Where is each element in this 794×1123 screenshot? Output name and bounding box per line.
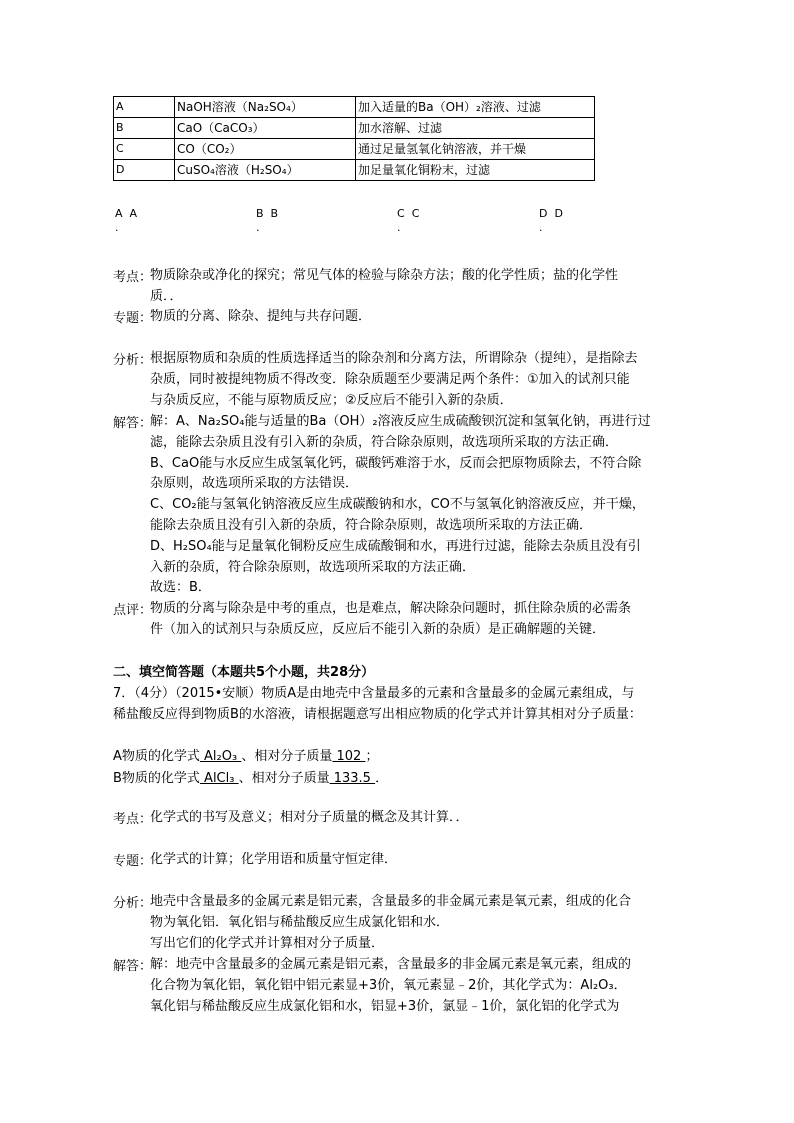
- q7-kaodian: 化学式的书写及意义；相对分子质量的概念及其计算．．: [150, 810, 469, 825]
- method-cell: 加足量氧化铜粉末，过滤: [356, 160, 595, 181]
- q6-fenxi-label: 分析：: [113, 353, 153, 368]
- q7-kaodian-label: 考点：: [113, 812, 153, 827]
- table-row: [114, 97, 595, 118]
- q7-jieda: 解：地壳中含量最多的金属元素是铝元素，含量最多的非金属元素是氧元素，组成的 化合物为氧化铝，氧化铝中铝元素显+3价，氧元素显﹣2价，其化学式为：Al₂O₃． 氧化铝与稀盐酸反应生成氯化铝和水，铝显+3价，氯显﹣1价，氯化铝的化学式为: [150, 957, 632, 1014]
- q6-fenxi: 根据原物质和杂质的性质选择适当的除杂剂和分离方法，所谓除杂（提纯），是指除去 杂质，同时被提纯物质不得改变．除杂质题至少要满足两个条件：①加入的试剂只能 与杂质反应，不能与原物质反应；②反应后不能引入新的杂质．: [150, 351, 638, 408]
- choice-c: C C .: [397, 207, 420, 234]
- q7-answer-b: B物质的化学式 AlCl₃ 、相对分子质量 133.5 ．: [113, 771, 389, 786]
- q6-dianping-label: 点评：: [113, 603, 153, 618]
- option-letter: B: [114, 118, 175, 139]
- q6-zhuanti: 物质的分离、除杂、提纯与共存问题．: [150, 309, 372, 324]
- q7-jieda-label: 解答：: [113, 959, 153, 974]
- q7-answer-a: A物质的化学式 Al₂O₃ 、相对分子质量 102 ；: [113, 749, 379, 764]
- q7-stem: 7．（4分）（2015•安顺）物质A是由地壳中含量最多的元素和含量最多的金属元素组成，与 稀盐酸反应得到物质B的水溶液，请根据题意写出相应物质的化学式并计算其相对分子质量：: [113, 686, 642, 722]
- table-row: [114, 139, 595, 160]
- q7-a-mass: 102: [332, 749, 366, 764]
- q7-zhuanti: 化学式的计算；化学用语和质量守恒定律．: [150, 852, 398, 867]
- q7-b-mass: 133.5: [329, 771, 376, 786]
- table-row: [114, 118, 595, 139]
- option-letter: D: [114, 160, 175, 181]
- table-row: [114, 160, 595, 181]
- q6-jieda: 解：A、Na₂SO₄能与适量的Ba（OH）₂溶液反应生成硫酸钡沉淀和氢氧化钠，再进行过 滤，能除去杂质且没有引入新的杂质，符合除杂原则，故选项所采取的方法正确． B、CaO能与水反应生成氢氧化钙，碳酸钙难溶于水，反而会把原物质除去，不符合除 杂原则，故选项所采取的方法错误． C、CO₂能与氢氧化钠溶液反应生成碳酸钠和水，CO不与氢氧化钠溶液反应，并干燥， 能除去杂质且没有引入新的杂质，符合除杂原则，故选项所采取的方法正确． D、H₂SO₄能与足量氧化铜粉反应生成硫酸铜和水，再进行过滤，能除去杂质且没有引 入新的杂质，符合除杂原则，故选项所采取的方法正确． 故选：B．: [150, 414, 651, 596]
- choice-d: D D .: [539, 207, 563, 234]
- q6-kaodian: 物质除杂或净化的探究；常见气体的检验与除杂方法；酸的化学性质；盐的化学性 质．．: [150, 268, 619, 304]
- method-cell: 加水溶解、过滤: [356, 118, 595, 139]
- choice-b: B B .: [256, 207, 279, 234]
- q6-jieda-label: 解答：: [113, 416, 153, 431]
- q6-zhuanti-label: 专题：: [113, 311, 153, 326]
- substance-cell: CaO（CaCO₃）: [175, 118, 356, 139]
- q7-zhuanti-label: 专题：: [113, 854, 153, 869]
- method-cell: 加入适量的Ba（OH）₂溶液、过滤: [356, 97, 595, 118]
- substance-cell: NaOH溶液（Na₂SO₄）: [175, 97, 356, 118]
- method-cell: 通过足量氢氧化钠溶液，并干燥: [356, 139, 595, 160]
- substance-cell: CO（CO₂）: [175, 139, 356, 160]
- option-letter: A: [114, 97, 175, 118]
- q7-fenxi: 地壳中含量最多的金属元素是铝元素，含量最多的非金属元素是氧元素，组成的化合 物为氧化铝．氧化铝与稀盐酸反应生成氯化铝和水． 写出它们的化学式并计算相对分子质量．: [150, 894, 632, 951]
- q7-b-formula: AlCl₃: [199, 771, 239, 786]
- section-heading: 二、填空简答题（本题共5个小题，共28分）: [113, 665, 375, 680]
- q7-fenxi-label: 分析：: [113, 896, 153, 911]
- q6-dianping: 物质的分离与除杂是中考的重点，也是难点，解决除杂问题时，抓住除杂质的必需条 件（加入的试剂只与杂质反应，反应后不能引入新的杂质）是正确解题的关键．: [150, 601, 632, 637]
- q7-a-formula: Al₂O₃: [199, 749, 242, 764]
- q6-kaodian-label: 考点：: [113, 270, 153, 285]
- options-table: [113, 96, 595, 181]
- option-letter: C: [114, 139, 175, 160]
- substance-cell: CuSO₄溶液（H₂SO₄）: [175, 160, 356, 181]
- choice-a: A A .: [115, 207, 138, 234]
